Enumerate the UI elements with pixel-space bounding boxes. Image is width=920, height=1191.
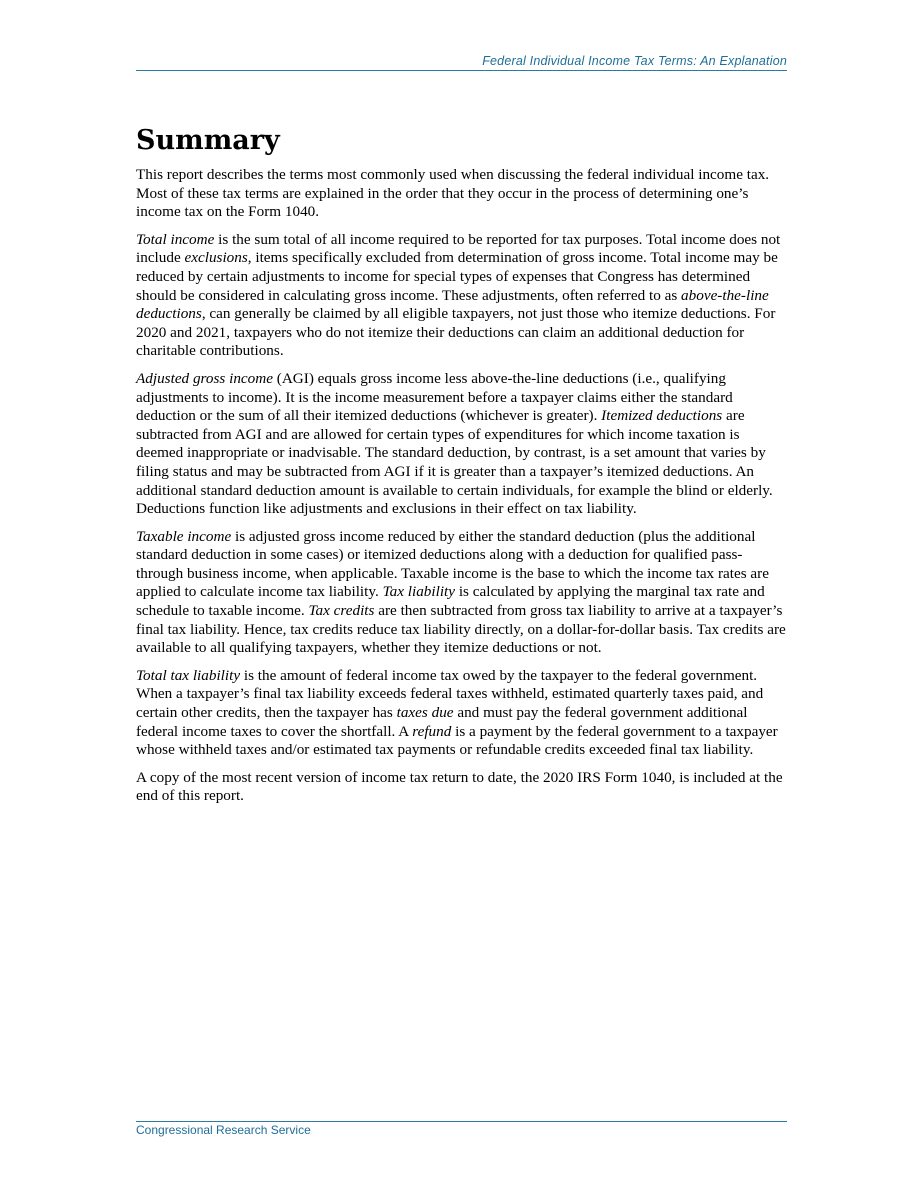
summary-paragraph-total-tax-liability: [136, 667, 788, 760]
paragraph-text: are subtracted from AGI and are allowed for certain types of expenditures for which income taxation is deemed inappropriate or inadvisable. The standard deduction, by contrast, is a set amount that varies by filing status and may be subtracted from AGI if it is greater than a taxpayer’s itemized deductions. An additional standard deduction amount is available to certain individuals, for example the blind or elderly. Deductions function like adjustments and exclusions in their effect on tax liability.: [136, 407, 773, 518]
paragraph-text: A copy of the most recent version of income tax return to date, the 2020 IRS Form 1040, is included at the end of this report.: [136, 768, 783, 805]
footer-divider: [136, 1121, 787, 1122]
paragraph-text: are then subtracted from gross tax liability to arrive at a taxpayer’s final tax liability. Hence, tax credits reduce tax liability directly, on a dollar-for-dollar basis. Tax credits are available to all qualifying taxpayers, whether they itemize deductions or not.: [136, 602, 786, 657]
paragraph-text: (AGI) equals gross income less above-the-line deductions (i.e., qualifying adjustments to income). It is the income measurement before a taxpayer claims either the standard deduction or the sum of all their itemized deductions (whichever is greater).: [136, 369, 733, 425]
running-header-title: Federal Individual Income Tax Terms: An Explanation: [482, 54, 787, 68]
summary-paragraph-agi: [136, 370, 788, 519]
paragraph-text: is a payment by the federal government to a taxpayer whose withheld taxes and/or estimated tax payments or refundable credits exceeded final tax liability.: [136, 722, 778, 759]
term-taxable-income: Taxable income: [136, 527, 232, 545]
term-tax-credits: Tax credits: [308, 602, 375, 620]
paragraph-text: is the amount of federal income tax owed by the taxpayer to the federal government. When a taxpayer’s final tax liability exceeds federal taxes withheld, estimated quarterly taxes paid, and certain other credits, then the taxpayer has: [136, 666, 764, 722]
term-exclusions: exclusions: [184, 249, 248, 267]
paragraph-text: is calculated by applying the marginal tax rate and schedule to taxable income.: [136, 583, 765, 620]
term-refund: refund: [412, 722, 452, 740]
paragraph-text: , can generally be claimed by all eligible taxpayers, not just those who itemize deductions. For 2020 and 2021, taxpayers who do not itemize their deductions can claim an additional deduction for charitable contributions.: [136, 305, 776, 360]
term-total-tax-liability: Total tax liability: [136, 666, 241, 684]
term-itemized-deductions: Itemized deductions: [601, 407, 723, 425]
summary-paragraph-form-1040: [136, 769, 788, 806]
page-body: [136, 124, 788, 815]
term-tax-liability: Tax liability: [382, 583, 456, 601]
term-above-the-line-deductions: above-the-line deductions: [136, 286, 769, 323]
paragraph-text: is adjusted gross income reduced by either the standard deduction (plus the additional standard deduction in some cases) or itemized deductions along with a deduction for qualified pass-through business income, when applicable. Taxable income is the base to which the income tax rates are applied to calculate income tax liability.: [136, 527, 769, 601]
summary-paragraph-total-income: [136, 231, 788, 361]
summary-paragraph-taxable-income: [136, 528, 788, 658]
page-title: Summary: [136, 125, 280, 156]
paragraph-text: This report describes the terms most commonly used when discussing the federal individual income tax. Most of these tax terms are explained in the order that they occur in the process of determining one’s income tax on the Form 1040.: [136, 166, 770, 221]
header-divider: [136, 70, 787, 71]
term-taxes-due: taxes due: [396, 704, 454, 722]
paragraph-text: , items specifically excluded from determination of gross income. Total income may be reduced by certain adjustments to income for special types of expenses that Congress has determined should be considered in calculating gross income. These adjustments, often referred to as: [136, 249, 778, 304]
paragraph-text: and must pay the federal government additional federal income taxes to cover the shortfall. A: [136, 704, 748, 740]
footer-source: Congressional Research Service: [136, 1123, 311, 1137]
paragraph-text: is the sum total of all income required to be reported for tax purposes. Total income does not include: [136, 230, 781, 267]
term-adjusted-gross-income: Adjusted gross income: [136, 369, 273, 387]
term-total-income: Total income: [136, 230, 215, 248]
summary-paragraph-intro: [136, 166, 788, 222]
